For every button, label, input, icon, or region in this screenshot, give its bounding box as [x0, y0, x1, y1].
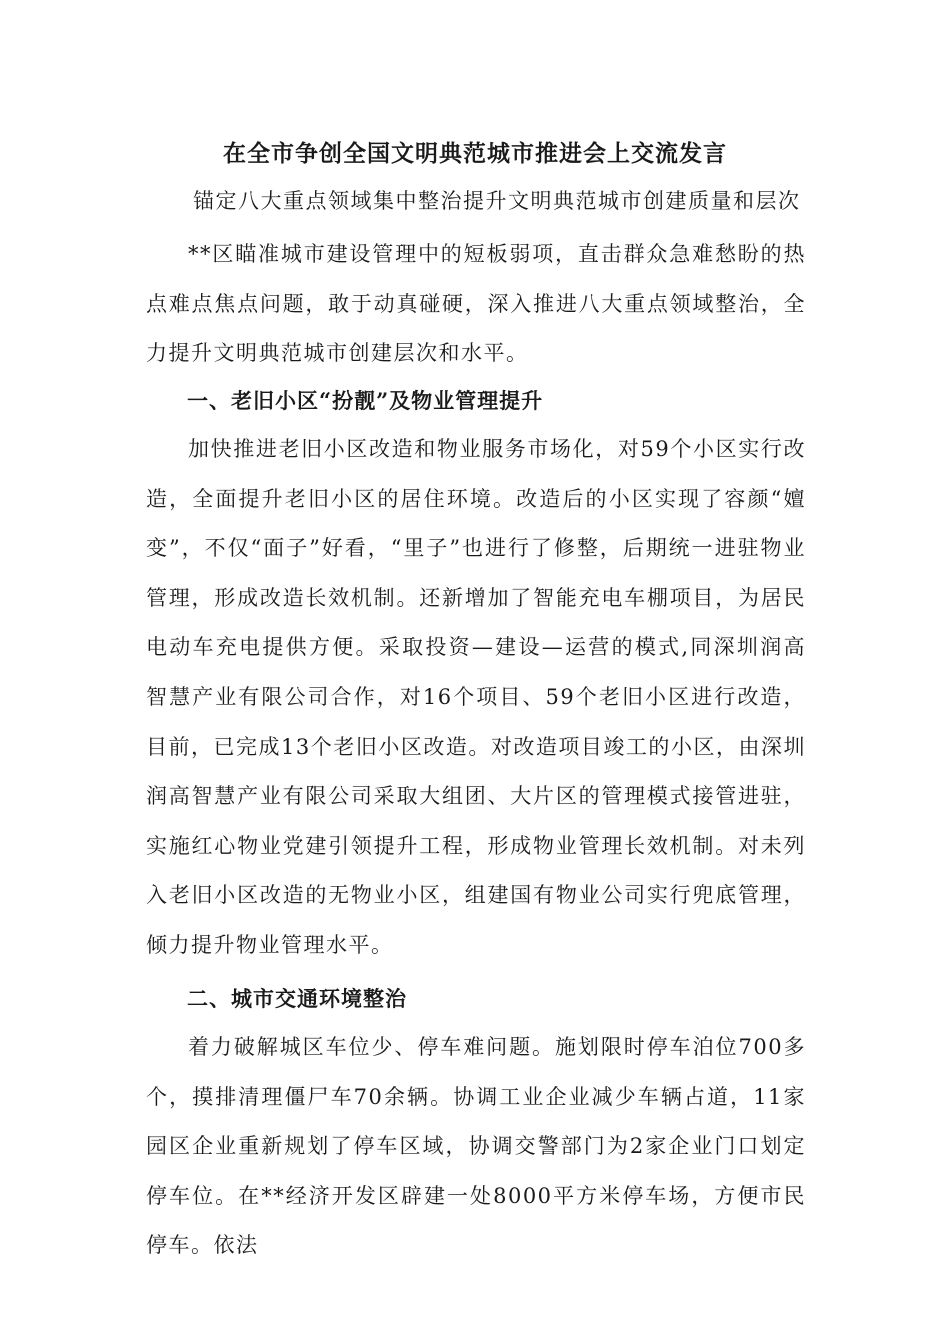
section-heading: 二、城市交通环境整治: [187, 986, 407, 1011]
section-heading: 一、老旧小区“扮靓”及物业管理提升: [187, 388, 544, 413]
intro-paragraph: **区瞄准城市建设管理中的短板弱项，直击群众急难愁盼的热点难点焦点问题，敢于动真碰硬，深入推进八大重点领域整治，全力提升文明典范城市创建层次和水平。: [146, 242, 806, 366]
section-paragraph: 加快推进老旧小区改造和物业服务市场化，对59个小区实行改造，全面提升老旧小区的居住环境。改造后的小区实现了容颜“嬗变”，不仅“面子”好看，“里子”也进行了修整，后期统一进驻物业管理，形成改造长效机制。还新增加了智能充电车棚项目，为居民电动车充电提供方便。采取投资—建设—运营的模式,同深圳润高智慧产业有限公司合作，对16个项目、59个老旧小区进行改造，目前，已完成13个老旧小区改造。对改造项目竣工的小区，由深圳润高智慧产业有限公司采取大组团、大片区的管理模式接管进驻，实施红心物业党建引领提升工程，形成物业管理长效机制。对未列入老旧小区改造的无物业小区，组建国有物业公司实行兜底管理，倾力提升物业管理水平。: [146, 437, 806, 957]
document-subtitle: 锚定八大重点领域集中整治提升文明典范城市创建质量和层次: [193, 189, 801, 213]
document-title: 在全市争创全国文明典范城市推进会上交流发言: [223, 140, 727, 167]
section-paragraph: 着力破解城区车位少、停车难问题。施划限时停车泊位700多个，摸排清理僵尸车70余辆。协调工业企业减少车辆占道，11家园区企业重新规划了停车区域，协调交警部门为2家企业门口划定停车位。在**经济开发区辟建一处8000平方米停车场，方便市民停车。依法: [146, 1035, 806, 1258]
